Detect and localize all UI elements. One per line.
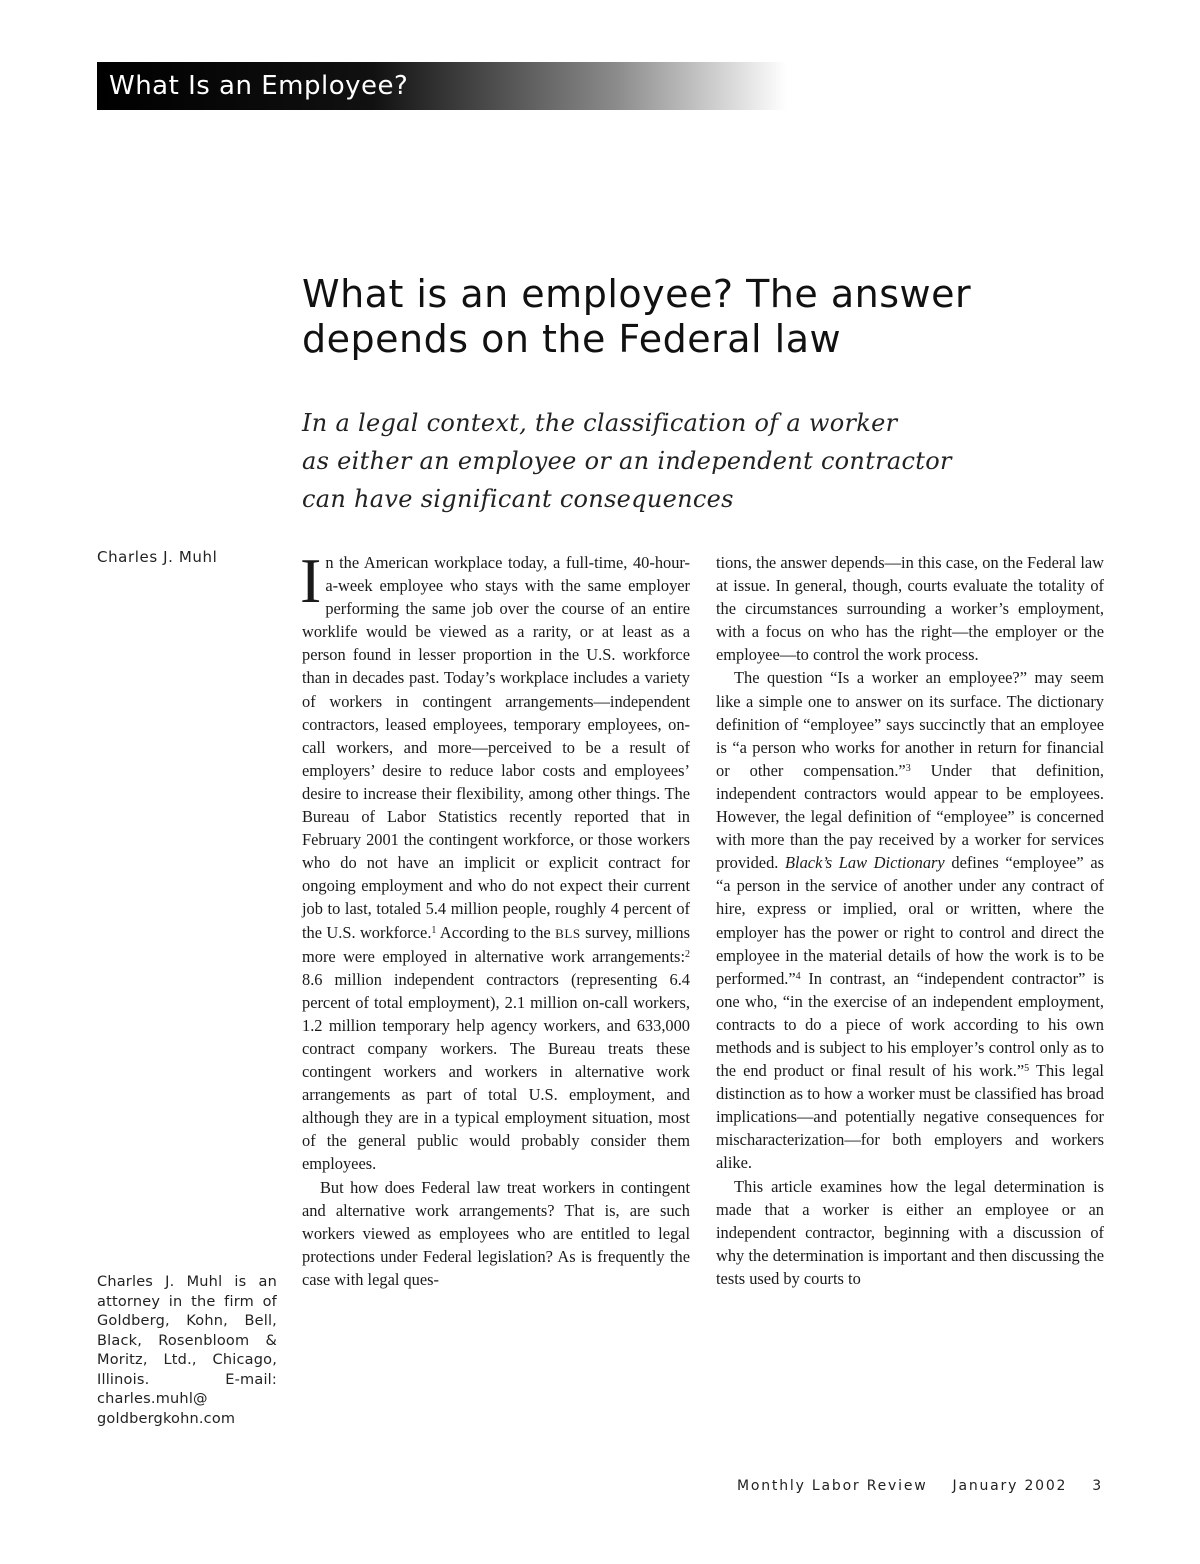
body-paragraph-2-continued: tions, the answer depends—in this case, on the Federal law at issue. In general, though, courts evaluate the totality of the circumstances surrounding a worker’s employment, with a focus on who has the right—the employer or the employee—to control the work process. bbox=[716, 553, 1104, 665]
article-dek bbox=[302, 404, 1062, 518]
article-headline bbox=[302, 272, 1122, 362]
footnote-ref-5: 5 bbox=[1024, 1063, 1030, 1075]
dek-line-3: can have significant consequences bbox=[302, 485, 734, 513]
page-number: 3 bbox=[1092, 1478, 1104, 1494]
paragraph-text: The question “Is a worker an employee?” may seem like a simple one to answer on its surface. The dictionary definition of “employee” says succinctly that an employee is “a person who works for another in return for financial or other compensation.” bbox=[716, 668, 1104, 780]
headline-line-1: What is an employee? The answer bbox=[302, 272, 972, 316]
body-column-2 bbox=[716, 551, 1104, 1290]
footnote-ref-3: 3 bbox=[905, 762, 911, 774]
headline-line-2: depends on the Federal law bbox=[302, 317, 842, 361]
body-paragraph-4: This article examines how the legal determination is made that a worker is either an employee or an independent contractor, beginning with a discussion of why the determination is important and then discussing the tests used by courts to bbox=[716, 1176, 1104, 1288]
footnote-ref-2: 2 bbox=[685, 948, 690, 960]
dek-line-2: as either an employee or an independent contractor bbox=[302, 447, 952, 475]
paragraph-text: According to the bbox=[436, 922, 556, 942]
body-paragraph-1 bbox=[300, 545, 690, 1176]
paragraph-text: In contrast, an “independent contractor” is one who, “in the exercise of an independent employment, contracts to do a piece of work according to his own methods and is subject to his employer’s control only as to the end product or final result of his work.” bbox=[716, 968, 1104, 1081]
section-banner bbox=[97, 62, 787, 110]
issue-date: January 2002 bbox=[952, 1478, 1068, 1494]
paragraph-text: survey, millions more were employed in alternative work arrangements: bbox=[302, 922, 690, 966]
italic-title: Black’s Law Dictionary bbox=[785, 853, 945, 873]
body-paragraph-3 bbox=[716, 666, 1104, 1174]
author-bio: Charles J. Muhl is an attorney in the firm of Goldberg, Kohn, Bell, Black, Rosenbloom & Moritz, Ltd., Chicago, Illinois. E-mail: charles.muhl@ goldbergkohn.com bbox=[97, 1274, 277, 1427]
bls-acronym: BLS bbox=[555, 925, 581, 941]
page-footer bbox=[737, 1478, 1103, 1494]
paragraph-text: 8.6 million independent contractors (representing 6.4 percent of total employment), 2.1 million on-call workers, 1.2 million temporary help agency workers, and 633,000 contract company workers. The Bureau treats these contingent workers and workers in alternative work arrangements as part of total U.S. employment, and although they are in a typical employment situation, most of the general public would probably consider them employees. bbox=[302, 969, 690, 1174]
paragraph-text: defines “employee” as “a person in the service of another under any contract of hire, express or implied, oral or written, where the employer has the power or right to control and direct the employee in the material details of how the work is to be performed.” bbox=[716, 853, 1104, 988]
paragraph-text: Under that definition, independent contractors would appear to be employees. However, the legal definition of “employee” is concerned with more than the pay received by a worker for services provided. bbox=[716, 760, 1104, 873]
footnote-ref-1: 1 bbox=[431, 924, 437, 936]
dek-line-1: In a legal context, the classification of a worker bbox=[302, 409, 898, 437]
author-byline: Charles J. Muhl bbox=[97, 548, 218, 566]
footnote-ref-4: 4 bbox=[795, 970, 801, 982]
drop-cap: I bbox=[300, 545, 322, 616]
section-title: What Is an Employee? bbox=[109, 71, 409, 101]
body-column-1 bbox=[300, 545, 690, 1291]
journal-name: Monthly Labor Review bbox=[737, 1478, 928, 1494]
body-paragraph-2: But how does Federal law treat workers in contingent and alternative work arrangements? That is, are such workers viewed as employees who are entitled to legal protections under Federal legislation? As is frequently the case with legal ques- bbox=[302, 1177, 690, 1289]
paragraph-text: This legal distinction as to how a worker must be classified has broad implications—and potentially negative consequences for mischaracterization—for both employers and workers alike. bbox=[716, 1061, 1104, 1173]
paragraph-text: n the American workplace today, a full-time, 40-hour-a-week employee who stays with the same employer performing the same job over the course of an entire worklife would be viewed as a rarity, or at least as a person found in lesser proportion in the U.S. workforce than in decades past. Today’s workplace includes a variety of workers in contingent arrangements—independent contractors, leased employees, temporary employees, on-call workers, and more—perceived to be a result of employers’ desire to reduce labor costs and employees’ desire to increase their flexibility, among other things. The Bureau of Labor Statistics recently reported that in February 2001 the contingent workforce, or those workers who do not have an implicit or explicit contract for ongoing employment and who do not expect their current job to last, totaled 5.4 million people, roughly 4 percent of the U.S. workforce. bbox=[302, 553, 690, 942]
